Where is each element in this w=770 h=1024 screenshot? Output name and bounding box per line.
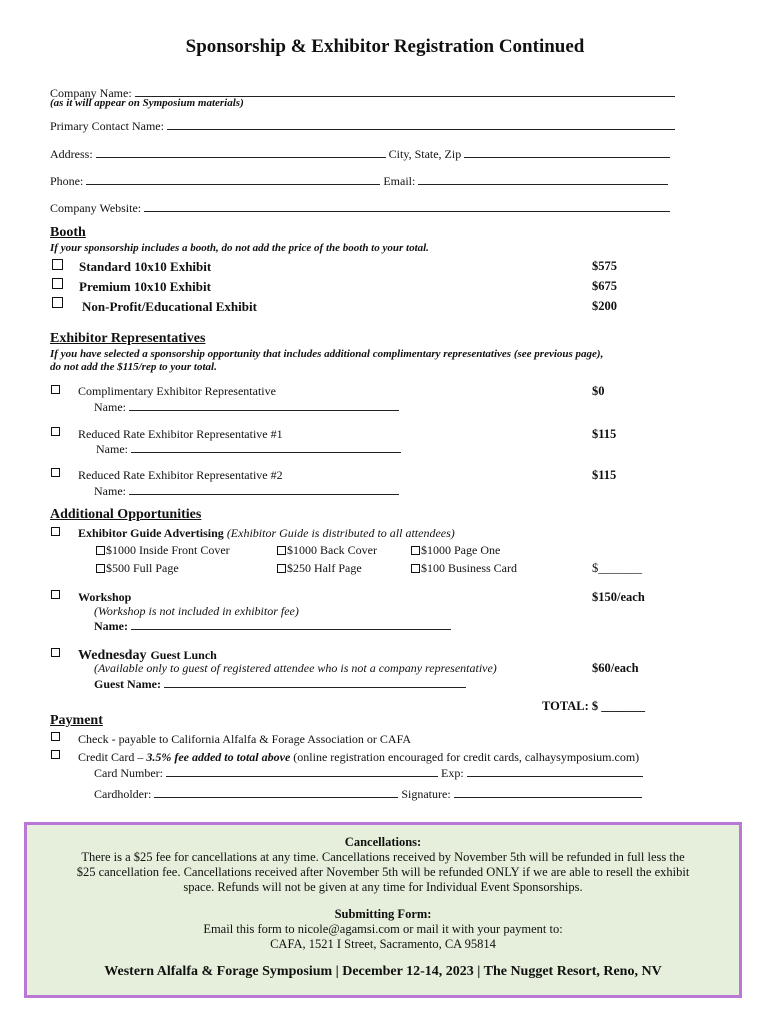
- guide-option-label: $250 Half Page: [287, 561, 362, 575]
- event-line: Western Alfalfa & Forage Symposium | December 12-14, 2023 | The Nugget Resort, Reno, NV: [104, 964, 662, 979]
- workshop-name-label: Name:: [94, 619, 128, 633]
- guide-option-back-cover[interactable]: [277, 543, 377, 558]
- rep-reduced2-name-field[interactable]: [129, 483, 399, 495]
- guide-row: [78, 526, 455, 541]
- signature-label: Signature:: [401, 787, 451, 801]
- cc-fee: 3.5% fee added to total above: [146, 750, 291, 764]
- guide-option-full-page[interactable]: [96, 561, 179, 576]
- workshop-label: Workshop: [78, 590, 132, 604]
- exp-field[interactable]: [467, 765, 643, 777]
- cardholder-label: Cardholder:: [94, 787, 152, 801]
- booth-standard-checkbox[interactable]: [52, 259, 63, 270]
- rep-reduced2-label: Reduced Rate Exhibitor Representative #2: [78, 468, 283, 482]
- rep-name-label: Name:: [94, 484, 126, 498]
- submitting-line1: Email this form to nicole@agamsi.com or mail it with your payment to:: [203, 922, 563, 936]
- rep-complimentary-name-row: [94, 399, 399, 415]
- guide-note: (Exhibitor Guide is distributed to all attendees): [226, 526, 455, 540]
- guide-option-label: $100 Business Card: [421, 561, 517, 575]
- company-name-label: Company Name:: [50, 86, 132, 100]
- city-state-zip-label: City, State, Zip: [388, 147, 462, 161]
- additional-heading: Additional Opportunities: [50, 507, 202, 522]
- website-row: [50, 200, 670, 216]
- booth-note: If your sponsorship includes a booth, do not add the price of the booth to your total.: [50, 242, 429, 254]
- lunch-name-label: Guest Name:: [94, 677, 161, 691]
- cc-note: (online registration encouraged for credit cards, calhaysymposium.com): [293, 750, 640, 764]
- address-field[interactable]: [96, 146, 386, 158]
- guide-option-half-page[interactable]: [277, 561, 362, 576]
- exp-label: Exp:: [440, 766, 464, 780]
- cancellations-line2: $25 cancellation fee. Cancellations received after November 5th will be refunded ONLY if we are able to resell the exhibit: [76, 865, 690, 879]
- lunch-name-row: [94, 676, 466, 692]
- booth-standard-price: $575: [592, 259, 617, 273]
- cc-label: Credit Card –: [78, 750, 144, 764]
- rep-reduced2-checkbox[interactable]: [51, 468, 60, 477]
- lunch-checkbox[interactable]: [51, 648, 60, 657]
- website-label: Company Website:: [50, 201, 142, 215]
- checkbox-icon: [411, 546, 420, 555]
- workshop-price: $150/each: [592, 590, 645, 604]
- booth-premium-label: Premium 10x10 Exhibit: [79, 279, 211, 294]
- primary-contact-field[interactable]: [167, 118, 675, 130]
- guide-price-field[interactable]: $_______: [592, 561, 642, 575]
- guide-option-label: $1000 Back Cover: [287, 543, 377, 557]
- booth-nonprofit-label: Non-Profit/Educational Exhibit: [82, 299, 257, 314]
- cancellations-line3: space. Refunds will not be given at any time for Individual Event Sponsorships.: [183, 880, 583, 894]
- workshop-checkbox[interactable]: [51, 590, 60, 599]
- phone-label: Phone:: [50, 174, 84, 188]
- company-name-field[interactable]: [135, 85, 675, 97]
- reps-note-line1: If you have selected a sponsorship opportunity that includes additional complimentary representatives (see previous page),: [50, 348, 604, 360]
- rep-reduced2-price: $115: [592, 468, 617, 482]
- reps-note-line2: do not add the $115/rep to your total.: [50, 361, 217, 373]
- submitting-heading: Submitting Form:: [334, 907, 432, 921]
- booth-nonprofit-price: $200: [592, 299, 617, 313]
- rep-complimentary-price: $0: [592, 384, 605, 398]
- booth-premium-price: $675: [592, 279, 617, 293]
- phone-field[interactable]: [86, 173, 380, 185]
- guide-checkbox[interactable]: [51, 527, 60, 536]
- submitting-line2: CAFA, 1521 I Street, Sacramento, CA 95814: [270, 937, 496, 951]
- lunch-price: $60/each: [592, 661, 639, 675]
- guide-label: Exhibitor Guide Advertising: [78, 526, 224, 540]
- workshop-note: (Workshop is not included in exhibitor fee): [94, 604, 299, 618]
- card-number-field[interactable]: [166, 765, 438, 777]
- rep-reduced1-label: Reduced Rate Exhibitor Representative #1: [78, 427, 283, 441]
- info-box: [24, 822, 742, 998]
- reps-heading: Exhibitor Representatives: [50, 331, 206, 346]
- primary-contact-label: Primary Contact Name:: [50, 119, 164, 133]
- rep-reduced1-checkbox[interactable]: [51, 427, 60, 436]
- rep-complimentary-label: Complimentary Exhibitor Representative: [78, 384, 276, 398]
- signature-field[interactable]: [454, 786, 642, 798]
- guide-option-label: $500 Full Page: [106, 561, 179, 575]
- guide-option-label: $1000 Inside Front Cover: [106, 543, 230, 557]
- company-name-note: (as it will appear on Symposium materials): [50, 97, 244, 109]
- guide-option-inside-front[interactable]: [96, 543, 230, 558]
- card-number-label: Card Number:: [94, 766, 163, 780]
- lunch-label-rest: Guest Lunch: [150, 648, 217, 662]
- booth-premium-checkbox[interactable]: [52, 278, 63, 289]
- lunch-name-field[interactable]: [164, 676, 466, 688]
- booth-heading: Booth: [50, 225, 86, 240]
- address-label: Address:: [50, 147, 93, 161]
- rep-reduced1-name-row: [96, 441, 401, 457]
- workshop-name-field[interactable]: [131, 618, 451, 630]
- check-label: Check - payable to California Alfalfa & Forage Association or CAFA: [78, 732, 412, 746]
- booth-nonprofit-checkbox[interactable]: [52, 297, 63, 308]
- guide-option-business-card[interactable]: [411, 561, 517, 576]
- rep-complimentary-checkbox[interactable]: [51, 385, 60, 394]
- phone-row: [50, 173, 668, 189]
- checkbox-icon: [277, 564, 286, 573]
- rep-name-label: Name:: [96, 442, 128, 456]
- guide-option-label: $1000 Page One: [421, 543, 501, 557]
- credit-card-checkbox[interactable]: [51, 750, 60, 759]
- lunch-label-day: Wednesday: [78, 648, 147, 663]
- email-field[interactable]: [418, 173, 668, 185]
- lunch-note: (Available only to guest of registered attendee who is not a company representative): [94, 661, 497, 675]
- email-label: Email:: [383, 174, 416, 188]
- checkbox-icon: [96, 564, 105, 573]
- city-state-zip-field[interactable]: [464, 146, 670, 158]
- address-row: [50, 146, 670, 162]
- website-field[interactable]: [144, 200, 670, 212]
- cardholder-field[interactable]: [154, 786, 398, 798]
- total-field[interactable]: TOTAL: $ _______: [542, 699, 646, 713]
- rep-reduced1-price: $115: [592, 427, 617, 441]
- cancellations-heading: Cancellations:: [344, 835, 422, 849]
- primary-contact-row: [50, 118, 675, 134]
- rep-reduced1-name-field[interactable]: [131, 441, 401, 453]
- page-title: Sponsorship & Exhibitor Registration Continued: [185, 36, 585, 57]
- rep-reduced2-name-row: [94, 483, 399, 499]
- credit-card-row: [78, 750, 639, 765]
- check-checkbox[interactable]: [51, 732, 60, 741]
- rep-complimentary-name-field[interactable]: [129, 399, 399, 411]
- card-number-row: [94, 765, 643, 781]
- cancellations-line1: There is a $25 fee for cancellations at any time. Cancellations received by November 5th will be refunded in full less the: [81, 850, 685, 864]
- rep-name-label: Name:: [94, 400, 126, 414]
- cardholder-row: [94, 786, 642, 802]
- checkbox-icon: [96, 546, 105, 555]
- checkbox-icon: [411, 564, 420, 573]
- booth-standard-label: Standard 10x10 Exhibit: [79, 259, 212, 274]
- guide-option-page-one[interactable]: [411, 543, 500, 558]
- payment-heading: Payment: [50, 713, 103, 728]
- checkbox-icon: [277, 546, 286, 555]
- workshop-name-row: [94, 618, 451, 634]
